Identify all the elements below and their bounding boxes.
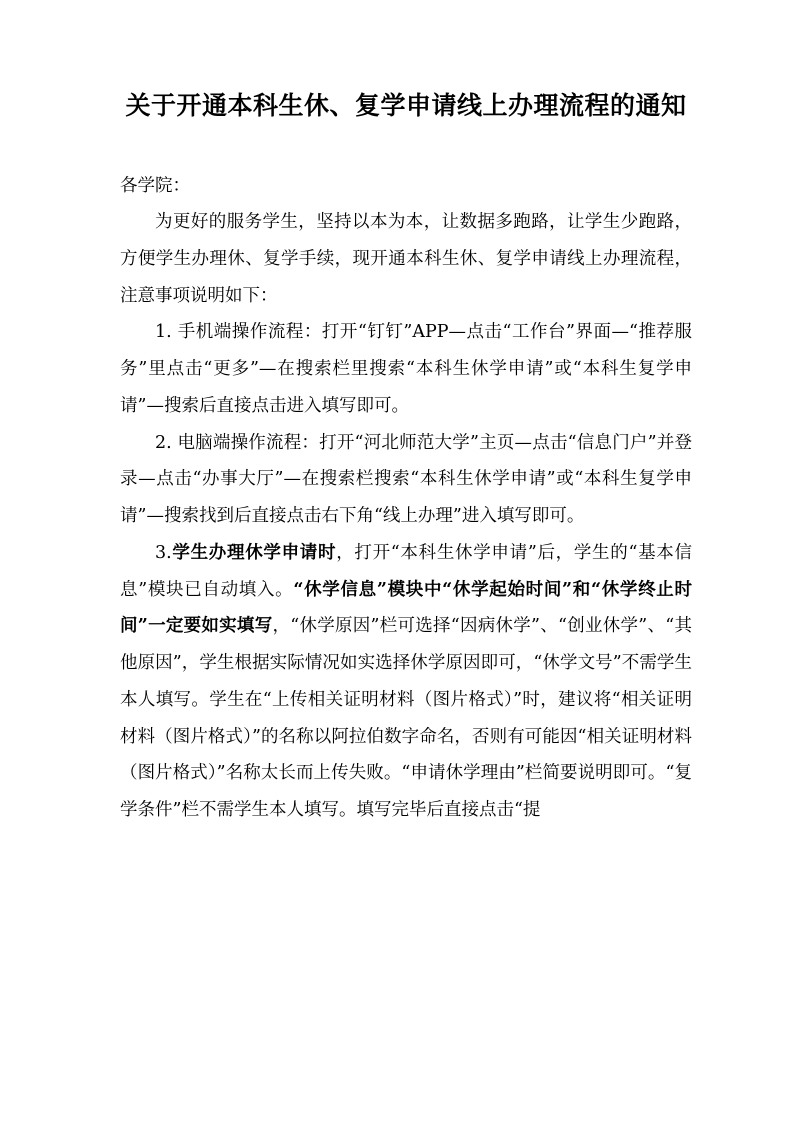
salutation: 各学院： — [120, 176, 190, 196]
item-3-part-a: ，打开“本科生休学申请”后，学生的“基本信息”模块已自动填入。 — [120, 542, 692, 600]
paragraph-item-1: 1. 手机端操作流程：打开“钉钉”APP—点击“工作台”界面—“推荐服务”里点击“更多”—在搜索栏里搜索“本科生休学申请”或“本科生复学申请”—搜索后直接点击进入填写即可。 — [120, 322, 692, 416]
page-title: 关于开通本科生休、复学申请线上办理流程的通知 — [125, 91, 687, 120]
paragraph-item-2: 2. 电脑端操作流程：打开“河北师范大学”主页—点击“信息门户”并登录—点击“办事大厅”—在搜索栏搜索“本科生休学申请”或“本科生复学申请”—搜索找到后直接点击右下角“线上办理”进入填写即可。 — [120, 432, 692, 526]
item-3-number: 3. — [155, 542, 172, 563]
paragraph-item-3 — [120, 535, 692, 829]
item-3-part-b: ，“休学原因”栏可选择“因病休学”、“创业休学”、“其他原因”，学生根据实际情况如实选择休学原因即可，“休学文号”不需学生本人填写。学生在“上传相关证明材料（图片格式）”时，建议将“相关证明材料（图片格式）”的名称以阿拉伯数字命名，否则有可能因“相关证明材料（图片格式）”名称太长而上传失败。“申请休学理由”栏简要说明即可。“复学条件”栏不需学生本人填写。填写完毕后直接点击“提 — [120, 616, 692, 820]
paragraph-intro: 为更好的服务学生，坚持以本为本，让数据多跑路，让学生少跑路，方便学生办理休、复学手续，现开通本科生休、复学申请线上办理流程，注意事项说明如下： — [120, 212, 692, 306]
item-3-bold-lead: 学生办理休学申请时 — [171, 542, 337, 563]
item-3-bold-mid: “休学信息”模块中“休学起始时间”和“休学终止时间”一定要如实填写 — [120, 579, 692, 637]
